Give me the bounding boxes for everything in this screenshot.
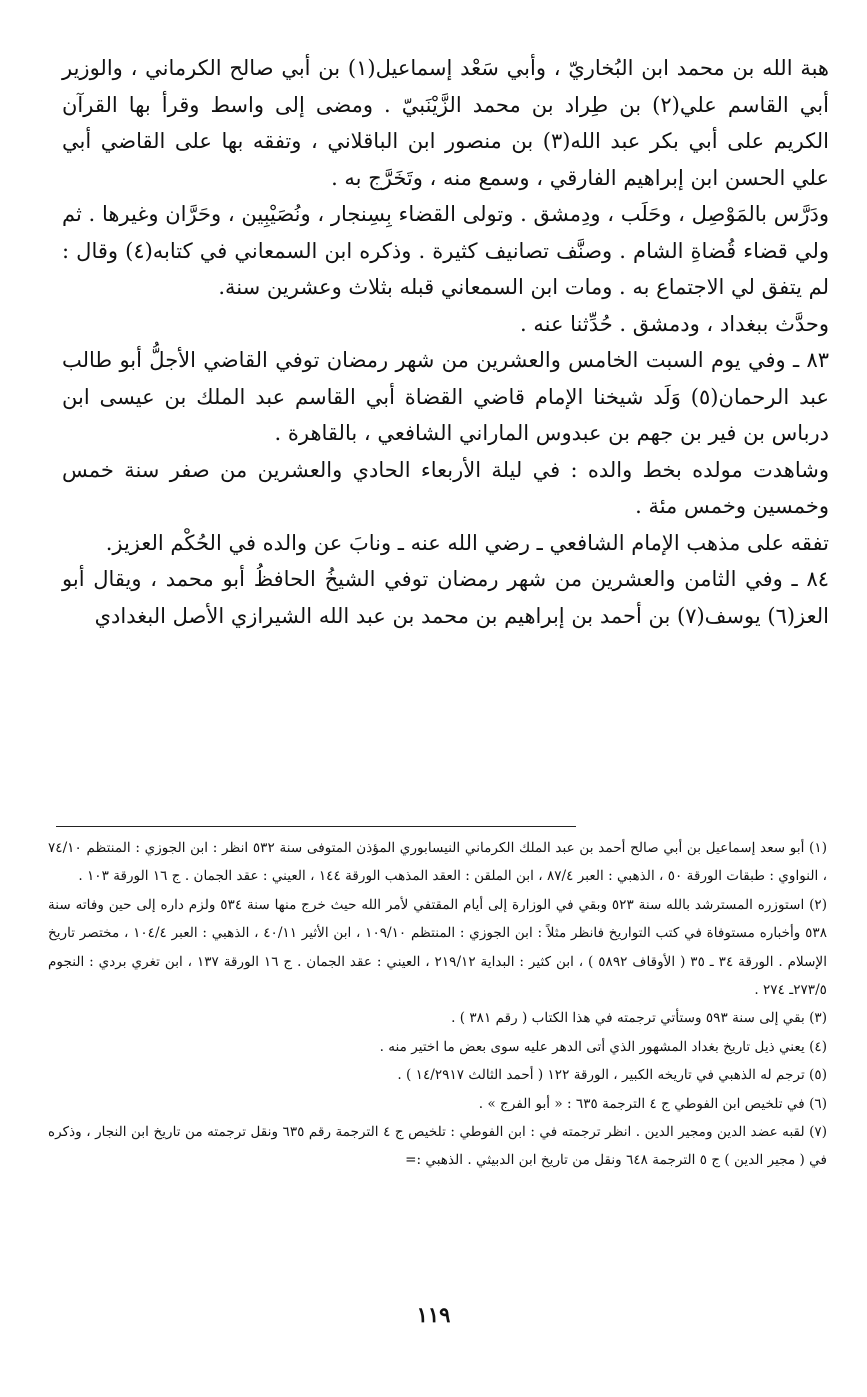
paragraph-3: وحدَّث ببغداد ، ودمشق . حُدِّثنا عنه .	[520, 311, 829, 336]
footnote-5: (٥) ترجم له الذهبي في تاريخه الكبير ، الورقة ١٢٢ ( أحمد الثالث ١٤/٢٩١٧ ) .	[397, 1067, 827, 1084]
footnote-6: (٦) في تلخيص ابن الفوطي ج ٤ الترجمة ٦٣٥ : « أبو الفرج » .	[478, 1095, 827, 1112]
paragraph-5: وشاهدت مولده بخط والده : في ليلة الأربعاء الحادي والعشرين من صفر سنة خمس وخمسين وخمس مئة .	[62, 457, 829, 518]
footnote-4: (٤) يعني ذيل تاريخ بغداد المشهور الذي أتى الدهر عليه سوى بعض ما اختير منه .	[379, 1038, 827, 1055]
paragraph-2: ودَرَّس بالمَوْصِل ، وحَلَب ، ودِمشق . وتولى القضاء بِسِنجار ، ونُصَيْبِين ، وحَرَّان وغيرها . ثم ولي قضاء قُضاةِ الشام . وصنَّف تصانيف كثيرة . وذكره ابن السمعاني في كتابه(٤) وقال : لم يتفق لي الاجتماع به . ومات ابن السمعاني قبله بثلاث وعشرين سنة.	[62, 202, 829, 299]
paragraph-6: تفقه على مذهب الإمام الشافعي ـ رضي الله عنه ـ ونابَ عن والده في الحُكْم العزيز.	[105, 530, 829, 555]
footnote-3: (٣) بقي إلى سنة ٥٩٣ وستأتي ترجمته في هذا الكتاب ( رقم ٣٨١ ) .	[451, 1010, 827, 1027]
footnotes	[48, 834, 827, 1175]
entry-84: ٨٤ ـ وفي الثامن والعشرين من شهر رمضان توفي الشيخُ الحافظُ أبو محمد ، ويقال أبو العز(٦) يوسف(٧) بن أحمد بن إبراهيم بن محمد بن عبد الله الشيرازي الأصل البغدادي	[62, 567, 829, 628]
paragraph-1: هبة الله بن محمد ابن البُخاريّ ، وأبي سَعْد إسماعيل(١) بن أبي صالح الكرماني ، والوزير أبي القاسم علي(٢) بن طِراد بن محمد الزَّيْنَبيّ . ومضى إلى واسط وقرأ بها القرآن الكريم على أبي بكر عبد الله(٣) بن منصور ابن الباقلاني ، وتفقه بها على القاضي أبي علي الحسن ابن إبراهيم الفارقي ، وسمع منه ، وتَخَرَّج به .	[62, 56, 829, 190]
page-number: ١١٩	[416, 1302, 451, 1327]
main-text	[62, 50, 829, 634]
entry-83: ٨٣ ـ وفي يوم السبت الخامس والعشرين من شهر رمضان توفي القاضي الأجلُّ أبو طالب عبد الرحمان(٥) وَلَد شيخنا الإمام قاضي القضاة أبي القاسم عبد الملك بن عيسى ابن درباس بن فير بن جهم بن عبدوس الماراني الشافعي ، بالقاهرة .	[62, 348, 829, 445]
footnote-separator	[56, 826, 576, 827]
footnote-7: (٧) لقبه عضد الدين ومجير الدين . انظر ترجمته في : ابن الفوطي : تلخيص ج ٤ الترجمة رقم ٦٣٥ ونقل ترجمته من تاريخ ابن النجار ، وذكره في ( مجير الدين ) ج ٥ الترجمة ٦٤٨ ونقل من تاريخ ابن الدبيثي . الذهبي :=	[48, 1124, 827, 1169]
footnote-2: (٢) استوزره المسترشد بالله سنة ٥٢٣ وبقي في الوزارة إلى أيام المقتفي لأمر الله حيث خرج منها سنة ٥٣٤ ولزم داره إلى حين وفاته سنة ٥٣٨ وأخباره مستوفاة في كتب التواريخ فانظر مثلاً : ابن الجوزي : المنتظم ١٠٩/١٠ ، ابن الأثير ٤٠/١١ ، الذهبي : العبر ١٠٤/٤ ، مختصر تاريخ الإسلام . الورقة ٣٤ ـ ٣٥ ( الأوقاف ٥٨٩٢ ) ، ابن كثير : البداية ٢١٩/١٢ ، العيني : عقد الجمان . ج ١٦ الورقة ١٣٧ ، ابن تغري بردي : النجوم ٢٧٣/٥ـ ٢٧٤ .	[48, 896, 828, 999]
footnote-1: (١) أبو سعد إسماعيل بن أبي صالح أحمد بن عبد الملك الكرماني النيسابوري المؤذن المتوفى سنة ٥٣٢ انظر : ابن الجوزي : المنتظم ٧٤/١٠ ، النواوي : طبقات الورقة ٥٠ ، الذهبي : العبر ٨٧/٤ ، ابن الملقن : العقد المذهب الورقة ١٤٤ ، العيني : عقد الجمان . ج ١٦ الورقة ١٠٣ .	[48, 840, 827, 885]
